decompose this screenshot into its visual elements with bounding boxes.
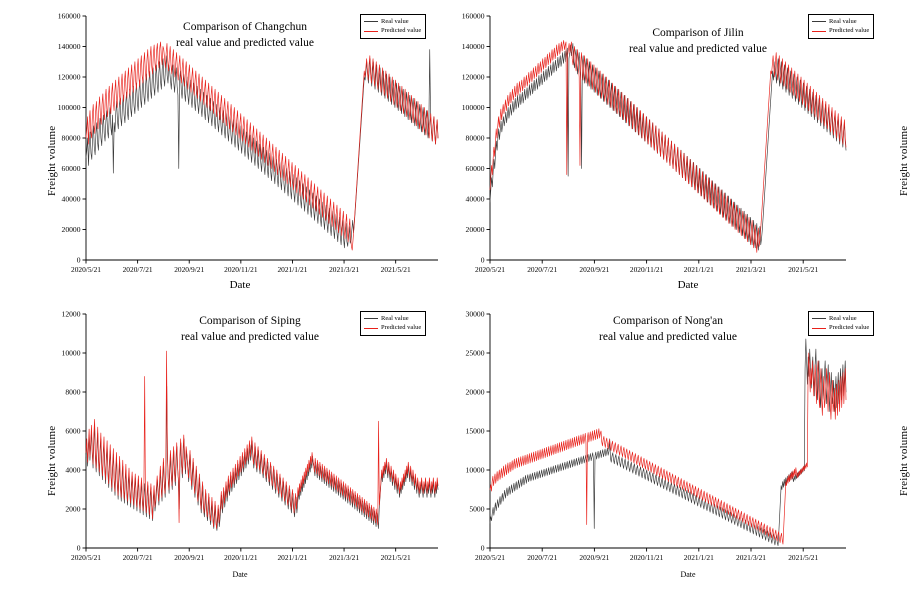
x-tick-label: 2021/1/21 [683, 265, 714, 274]
x-tick-label: 2020/11/21 [224, 265, 258, 274]
panel-changchun-ylabel: Freight volume [46, 125, 58, 196]
x-tick-label: 2021/1/21 [683, 553, 714, 562]
x-tick-label: 2021/1/21 [277, 553, 308, 562]
panel-jilin [448, 0, 910, 300]
panel-nongan [448, 300, 910, 608]
panel-jilin-plot [448, 0, 897, 300]
legend-label-predicted: Predicted value [829, 324, 870, 332]
y-tick-label: 80000 [465, 133, 485, 143]
panel-siping-title-line1: Comparison of Siping [199, 315, 301, 327]
legend-label-real: Real value [381, 18, 409, 25]
y-tick-label: 12000 [61, 309, 81, 319]
x-tick-label: 2020/7/21 [527, 265, 558, 274]
x-tick-label: 2021/5/21 [380, 265, 411, 274]
panel-changchun-plot [0, 0, 448, 300]
y-tick-label: 6000 [65, 426, 81, 436]
y-tick-label: 2000 [65, 504, 81, 514]
x-tick-label: 2020/7/21 [122, 553, 153, 562]
panel-nongan-xlabel: Date [680, 570, 696, 579]
y-tick-label: 60000 [61, 164, 81, 174]
y-tick-label: 25000 [465, 348, 485, 358]
x-tick-label: 2021/3/21 [329, 553, 360, 562]
panel-changchun-xlabel: Date [229, 279, 251, 291]
x-tick-label: 2020/11/21 [629, 553, 664, 562]
panel-siping [0, 300, 448, 608]
y-tick-label: 5000 [469, 504, 485, 514]
x-tick-label: 2020/11/21 [224, 553, 258, 562]
x-tick-label: 2020/5/21 [71, 265, 101, 274]
series-line-real [490, 43, 846, 250]
panel-changchun [0, 0, 448, 300]
x-tick-label: 2021/3/21 [329, 265, 360, 274]
x-tick-label: 2021/3/21 [736, 265, 766, 274]
series-line-real [490, 339, 846, 546]
series-line-predicted [490, 353, 846, 544]
y-tick-label: 160000 [57, 11, 81, 21]
y-tick-label: 8000 [65, 387, 81, 397]
panel-changchun-title-line1: Comparison of Changchun [183, 21, 307, 33]
y-tick-label: 120000 [461, 72, 485, 82]
y-tick-label: 40000 [61, 194, 81, 204]
x-tick-label: 2021/5/21 [788, 553, 819, 562]
x-tick-label: 2021/5/21 [788, 265, 819, 274]
x-tick-label: 2021/1/21 [277, 265, 308, 274]
panel-siping-plot [0, 300, 448, 608]
x-tick-label: 2020/9/21 [579, 553, 610, 562]
x-tick-label: 2020/5/21 [475, 553, 505, 562]
y-tick-label: 30000 [465, 309, 485, 319]
legend-label-real: Real value [829, 18, 857, 25]
panel-jilin-xlabel: Date [677, 279, 699, 291]
y-tick-label: 20000 [465, 225, 485, 235]
panel-siping-ylabel: Freight volume [46, 425, 58, 496]
y-tick-label: 20000 [465, 387, 485, 397]
panel-jilin-title-line1: Comparison of Jilin [652, 27, 744, 39]
panel-jilin-title-line2: real value and predicted value [629, 42, 767, 55]
y-tick-label: 40000 [465, 194, 485, 204]
x-tick-label: 2020/5/21 [71, 553, 101, 562]
y-tick-label: 100000 [461, 103, 485, 113]
legend-label-predicted: Predicted value [381, 27, 422, 35]
panel-nongan-title-line2: real value and predicted value [599, 330, 737, 343]
x-tick-label: 2020/5/21 [475, 265, 505, 274]
legend-label-predicted: Predicted value [381, 324, 422, 332]
y-tick-label: 140000 [57, 42, 81, 52]
panel-nongan-ylabel: Freight volume [898, 425, 910, 496]
y-tick-label: 0 [480, 255, 485, 265]
y-tick-label: 4000 [65, 465, 81, 475]
y-tick-label: 100000 [57, 103, 81, 113]
x-tick-label: 2020/11/21 [629, 265, 664, 274]
y-tick-label: 120000 [57, 72, 81, 82]
panel-nongan-plot [448, 300, 897, 608]
x-tick-label: 2021/5/21 [380, 553, 411, 562]
panel-jilin-ylabel: Freight volume [898, 125, 910, 196]
x-tick-label: 2020/9/21 [174, 553, 205, 562]
legend-label-real: Real value [381, 315, 409, 322]
series-line-real [86, 386, 438, 530]
y-tick-label: 80000 [61, 133, 81, 143]
x-tick-label: 2020/7/21 [122, 265, 153, 274]
panel-siping-xlabel: Date [232, 570, 248, 579]
x-tick-label: 2021/3/21 [736, 553, 766, 562]
legend-label-real: Real value [829, 315, 857, 322]
series-line-predicted [86, 351, 438, 528]
x-tick-label: 2020/7/21 [527, 553, 558, 562]
y-tick-label: 60000 [465, 164, 485, 174]
y-tick-label: 140000 [461, 42, 485, 52]
legend-label-predicted: Predicted value [829, 27, 870, 35]
y-tick-label: 0 [76, 255, 81, 265]
panel-changchun-title-line2: real value and predicted value [176, 36, 314, 49]
y-tick-label: 0 [480, 543, 485, 553]
panel-nongan-title-line1: Comparison of Nong'an [612, 315, 724, 327]
y-tick-label: 20000 [61, 225, 81, 235]
y-tick-label: 10000 [465, 465, 485, 475]
x-tick-label: 2020/9/21 [174, 265, 205, 274]
y-tick-label: 15000 [465, 426, 485, 436]
y-tick-label: 10000 [61, 348, 81, 358]
series-line-predicted [86, 42, 438, 250]
y-tick-label: 160000 [461, 11, 485, 21]
y-tick-label: 0 [76, 543, 81, 553]
x-tick-label: 2020/9/21 [579, 265, 610, 274]
panel-siping-title-line2: real value and predicted value [181, 330, 319, 343]
